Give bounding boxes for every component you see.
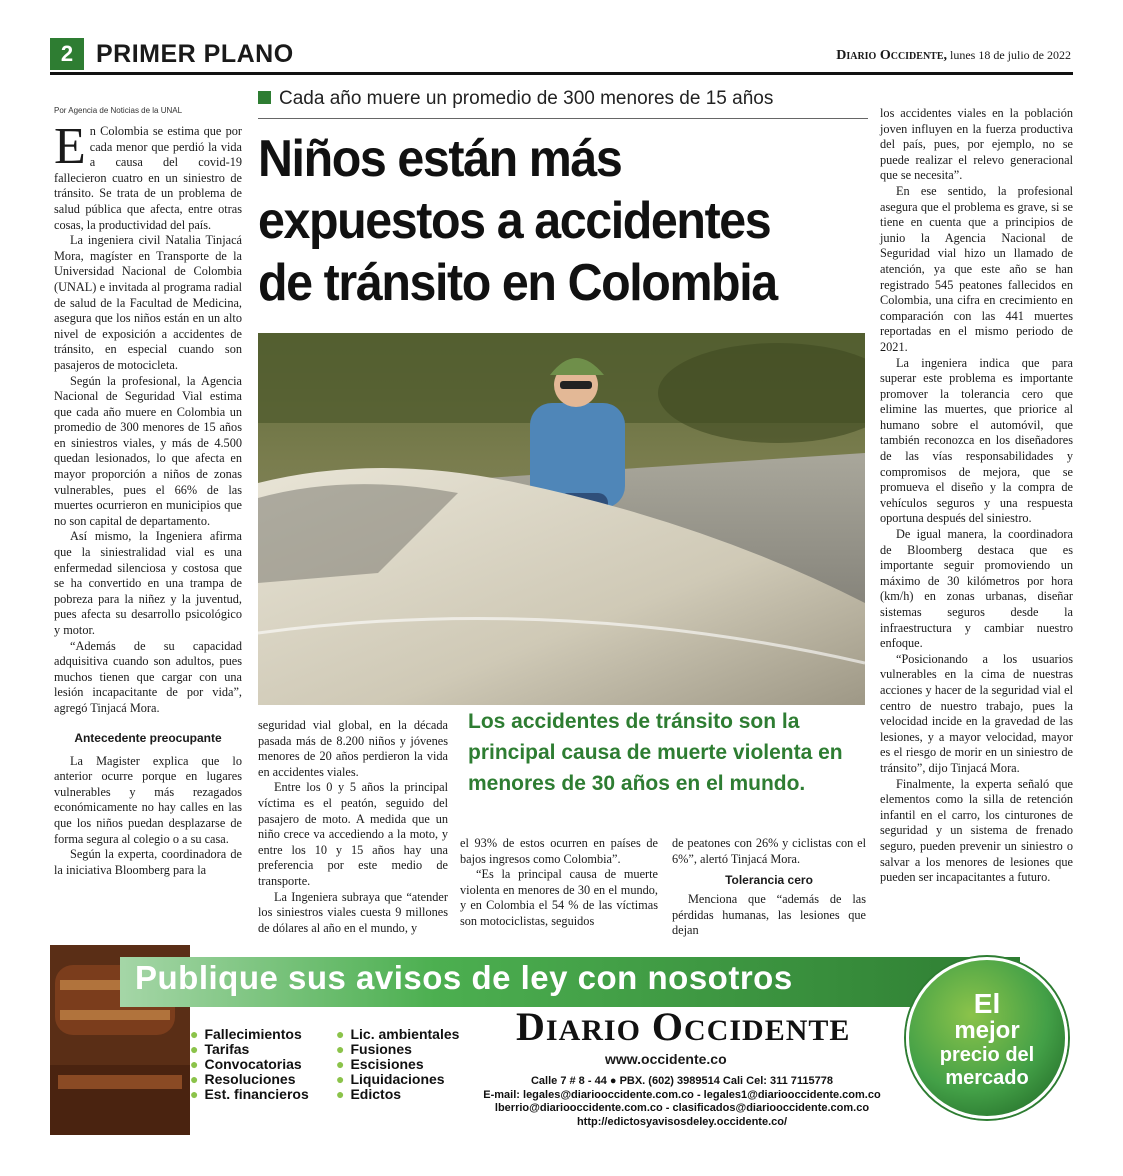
drop-cap: E [54,118,86,175]
paragraph: “Posicionando a los usuarios vulnerables en la cima de nuestras acciones y hacer de la seguridad vial el centro de nuestro trabajo, pues la velocidad incide en la gravedad de las lesiones, y a mayor velocidad, mayor es el riesgo de morir en un siniestro de tránsito”, dijo Tinjacá Mora. [880,651,1073,775]
paragraph: De igual manera, la coordinadora de Bloomberg destaca que es importante seguir promoviendo un máximo de 30 kilómetros por hora (km/h) en zonas urbanas, diseñar sistemas seguros desde la infraestructura y cambiar nuestro enfoque. [880,527,1073,651]
paragraph: de peatones con 26% y ciclistas con el 6%”, alertó Tinjacá Mora. [672,836,866,866]
paragraph: “Además de su capacidad adquisitiva cuando son adultos, pues muchos tienen que cargar con una lesión incapacitante de por vida”, agregó Tinjacá Mora. [54,638,242,715]
paragraph: Según la experta, coordinadora de la iniciativa Bloomberg para la [54,847,242,877]
paragraph: La Magister explica que lo anterior ocurre porque en lugares vulnerables y más rezagados económicamente no hay calles en las que los niños puedan desplazarse de forma segura al colegio o a su casa. [54,753,242,846]
ad-service-item: ● Liquidaciones [336,1072,459,1087]
article-photo [258,333,865,705]
paragraph: Entre los 0 y 5 años la principal víctima es el peatón, seguido del pasajero de moto. A medida que un niño crece va accediendo a la moto, y entre los 10 y 15 años hay una preferencia por este medio de transporte. [258,780,448,888]
ad-service-item: ● Edictos [336,1087,459,1102]
section-title: PRIMER PLANO [96,40,294,68]
paragraph: los accidentes viales en la población joven influyen en la fuerza productiva del país, pues, por ejemplo, no se puede realizar el relevo generacional que se necesita”. [880,106,1073,183]
ad-service-item: ● Escisiones [336,1057,459,1072]
ad-service-item: ● Tarifas [190,1042,309,1057]
headline-line: expuestos a accidentes [258,192,771,250]
issue-date: lunes 18 de julio de 2022 [950,48,1071,62]
kicker-rule [258,118,868,119]
badge-line: mercado [945,1067,1029,1089]
headline-line: Niños están más [258,130,622,188]
paragraph: Según la profesional, la Agencia Nacional de Seguridad Vial estima que cada año muere en Colombia un promedio de 300 menores de 15 años en siniestros viales, y más de 4.500 quedan lesionados, lo que afecta en mayor proporción a niños de zonas vulnerables, pues el 66% de las muertes ocurrieron en municipios que no son capital de departamento. [54,373,242,528]
paragraph: “Es la principal causa de muerte violenta en menores de 30 en el mundo, y en Colombia el 54 % de las víctimas son motociclistas, seguidos [460,867,658,928]
ad-service-item: ● Convocatorias [190,1057,309,1072]
article-column-5 [880,106,1073,936]
paragraph: La Ingeniera subraya que “atender los siniestros viales cuesta 9 millones de dólares al año en el mundo, y [258,889,448,935]
contact-line: lberrio@diariooccidente.com.co - clasificados@diariooccidente.com.co [494,1102,870,1114]
ad-brand-logo [516,1003,850,1050]
contact-line: E-mail: legales@diariooccidente.com.co - legales1@diariooccidente.com.co [483,1088,881,1101]
logo-letter: D [516,1004,546,1049]
logo-letter: IARIO [545,1014,641,1047]
paragraph-text: n Colombia se estima que por cada menor que perdió la vida a causa del covid-19 fallecieron cuatro en un siniestro de tránsito. Se trata de un problema de salud pública que afecta, entre otras cosas, la productividad del país. [54,124,242,232]
masthead-date [836,48,1071,64]
headline-line: de tránsito en Colombia [258,254,777,312]
paragraph: La ingeniera civil Natalia Tinjacá Mora, magíster en Transporte de la Universidad Nacional de Colombia (UNAL) e invitada al programa radial de salud de la Facultad de Medicina, asegura que los niños están en un alto nivel de exposición a accidentes de tránsito, en especial cuando son pasajeros de motocicleta. [54,233,242,372]
masthead-brand: Diario Occidente, [836,48,948,63]
kicker-text: Cada año muere un promedio de 300 menores de 15 años [279,88,774,109]
contact-line: Calle 7 # 8 - 44 ● PBX. (602) 3989514 Cali Cel: 311 7115778 [530,1075,833,1087]
ad-service-item: ● Lic. ambientales [336,1027,459,1042]
headline [258,128,830,314]
logo-letter: O [651,1004,685,1049]
paragraph [54,118,242,233]
paragraph: Finalmente, la experta señaló que elementos como la silla de retención infantil en el carro, los cinturones de seguridad y un sistema de frenado seguro, pueden prevenir un siniestro o salvar a los menores de lesiones que pueden ser incapacitantes a futuro. [880,776,1073,885]
kicker [258,88,773,110]
subheading-antecedente: Antecedente preocupante [74,730,222,745]
logo-letter: CCIDENTE [684,1014,851,1047]
paragraph: Menciona que “además de las pérdidas humanas, las lesiones que dejan [672,892,866,938]
contact-line: http://edictosyavisosdeley.occidente.co/ [576,1115,788,1128]
badge-line: precio del [939,1044,1035,1066]
paragraph: el 93% de estos ocurren en países de bajos ingresos como Colombia”. [460,836,658,866]
ad-service-item: ● Fallecimientos [190,1027,309,1042]
article-column-3 [460,836,658,936]
price-badge [906,957,1068,1119]
byline: Por Agencia de Noticias de la UNAL [54,106,183,115]
ad-service-item: ● Resoluciones [190,1072,309,1087]
pull-quote: Los accidentes de tránsito son la principal causa de muerte violenta en menores de 30 años en el mundo. [468,710,843,795]
subheading-tolerancia: Tolerancia cero [725,873,813,888]
ad-service-item: ● Est. financieros [190,1087,309,1102]
badge-line: mejor [954,1017,1020,1044]
ad-services-left [190,1027,309,1102]
photo-illustration [258,333,865,705]
paragraph: Así mismo, la Ingeniera afirma que la siniestralidad vial es una enfermedad silenciosa y costosa que se ha convertido en una trampa de pobreza para la niñez y la juventud, pues afecta su desarrollo psicológico y motor. [54,529,242,637]
ad-service-item: ● Fusiones [336,1042,459,1057]
header-rule [50,72,1073,75]
article-column-1 [54,118,242,934]
badge-line: El [973,988,1001,1019]
ad-website: www.occidente.co [605,1051,727,1067]
paragraph: seguridad vial global, en la década pasada más de 8.200 niños y jóvenes menores de 20 años perdieron la vida en accidentes viales. [258,718,448,779]
advertisement [50,945,1073,1135]
page-number: 2 [50,38,84,70]
article-column-4 [672,836,866,936]
ad-title: Publique sus avisos de ley con nosotros [135,959,793,996]
paragraph: La ingeniera indica que para superar este problema es importante promover la tolerancia cero que elimine las muertes, que priorice al humano sobre el automóvil, que también reconozca en los diseñadores de las vías responsabilidades y compromisos de mejora, que se promueva el diseño y la compra de vehículos seguros y una respuesta oportuna después del siniestro. [880,355,1073,526]
ad-contact-info [462,1075,902,1129]
article-column-2 [258,718,448,938]
paragraph: En ese sentido, la profesional asegura que el problema es grave, si se tiene en cuenta que a principios de junio la Agencia Nacional de Seguridad vial hizo un llamado de atención, ya que este año se han registrado 545 peatones fallecidos en Colombia, una cifra en crecimiento en comparación con las 441 muertes reportadas en el mismo periodo de 2021. [880,183,1073,354]
ad-services-right [336,1027,459,1102]
green-square-icon [258,91,271,104]
